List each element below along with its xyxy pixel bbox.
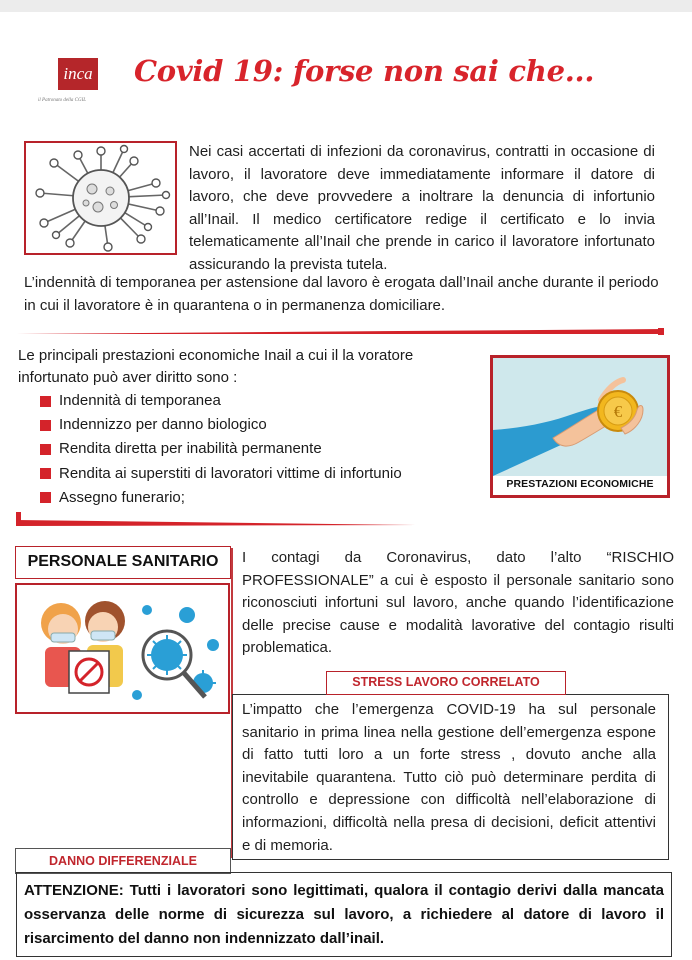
prestazioni-intro: Le principali prestazioni economiche Inail a cui il la voratore infortunato può aver diritto sono : [18,347,414,386]
list-item [40,462,402,486]
stress-text: L’impatto che l’emergenza COVID-19 ha sul personale sanitario in prima linea nella gestione dell’emergenza espone di fatto tutti loro a un forte stress , dovuto anche alla inevitabile quarantena. Tutto ciò può determinare perdita di controllo e depressione con difficoltà nell’elaborazione di informazioni, difficoltà nella presa di decisioni, deficit attentivi e di memoria. [242,701,656,854]
list-item-label: Rendita ai superstiti di lavoratori vittime di infortunio [59,464,402,482]
list-item [40,413,402,437]
kids-image-frame [15,583,230,714]
danno-differenziale-label: DANNO DIFFERENZIALE [15,848,231,874]
virus-image-frame [24,141,177,255]
intro-paragraph-1: Nei casi accertati di infezioni da coronavirus, contratti in occasione di lavoro, il lavoratore deve immediatamente informare il datore di lavoro, che deve provvedere a inoltrare la denuncia di infortunio all’Inail. Il medico certificatore redige il certificato e lo invia telematicamente all’Inail che prende in carico il lavoratore infortunato assicurando la prevista tutela. [189,143,655,273]
bullet-square [40,420,51,431]
bullet-square [40,492,51,503]
euro-symbol: € [613,402,623,421]
coin-image-frame [490,355,670,498]
kids-masks-illustration [17,585,228,712]
inca-logo [58,58,98,90]
bullet-square [40,468,51,479]
list-item [40,486,402,510]
personale-sanitario-text: I contagi da Coronavirus, dato l’alto “RISCHIO PROFESSIONALE” a cui è esposto il personale sanitario sono riconosciuti infortuni sul lavoro, anche quando l’identificazione delle precise cause e modalità lavorative del contagio risulti problematica. [242,549,674,657]
personale-sanitario-label: PERSONALE SANITARIO [15,546,231,579]
virus-illustration [26,143,175,253]
prestazioni-caption: PRESTAZIONI ECONOMICHE [506,478,654,490]
prestazioni-list [40,389,402,510]
stress-lavoro-label: STRESS LAVORO CORRELATO [326,671,566,695]
list-item-label: Indennizzo per danno biologico [59,416,267,434]
section-divider-2 [16,512,416,526]
list-item [40,437,402,461]
logo-text: inca [63,64,93,83]
attenzione-text: ATTENZIONE: Tutti i lavoratori sono legittimati, qualora il contagio derivi dalla mancata osservanza delle norme di sicurezza sul lavoro, a richiedere al datore di lavoro il risarcimento del danno non indennizzato dall’inail. [24,882,664,947]
list-item-label: Assegno funerario; [59,488,185,506]
section-divider-1 [17,328,664,335]
list-item-label: Indennità di temporanea [59,392,221,410]
bullet-square [40,444,51,455]
list-item-label: Rendita diretta per inabilità permanente [59,440,322,458]
page-title: Covid 19: forse non sai che... [134,54,595,88]
intro-paragraph-2: L’indennità di temporanea per astensione dal lavoro è erogata dall’Inail anche durante il periodo in cui il lavoratore è in quarantena o in permanenza domiciliare. [24,274,659,314]
logo-subtext: il Patronato della CGIL [38,98,87,103]
top-strip [0,0,692,12]
hand-coin-illustration [493,358,667,476]
bullet-square [40,396,51,407]
list-item [40,389,402,413]
